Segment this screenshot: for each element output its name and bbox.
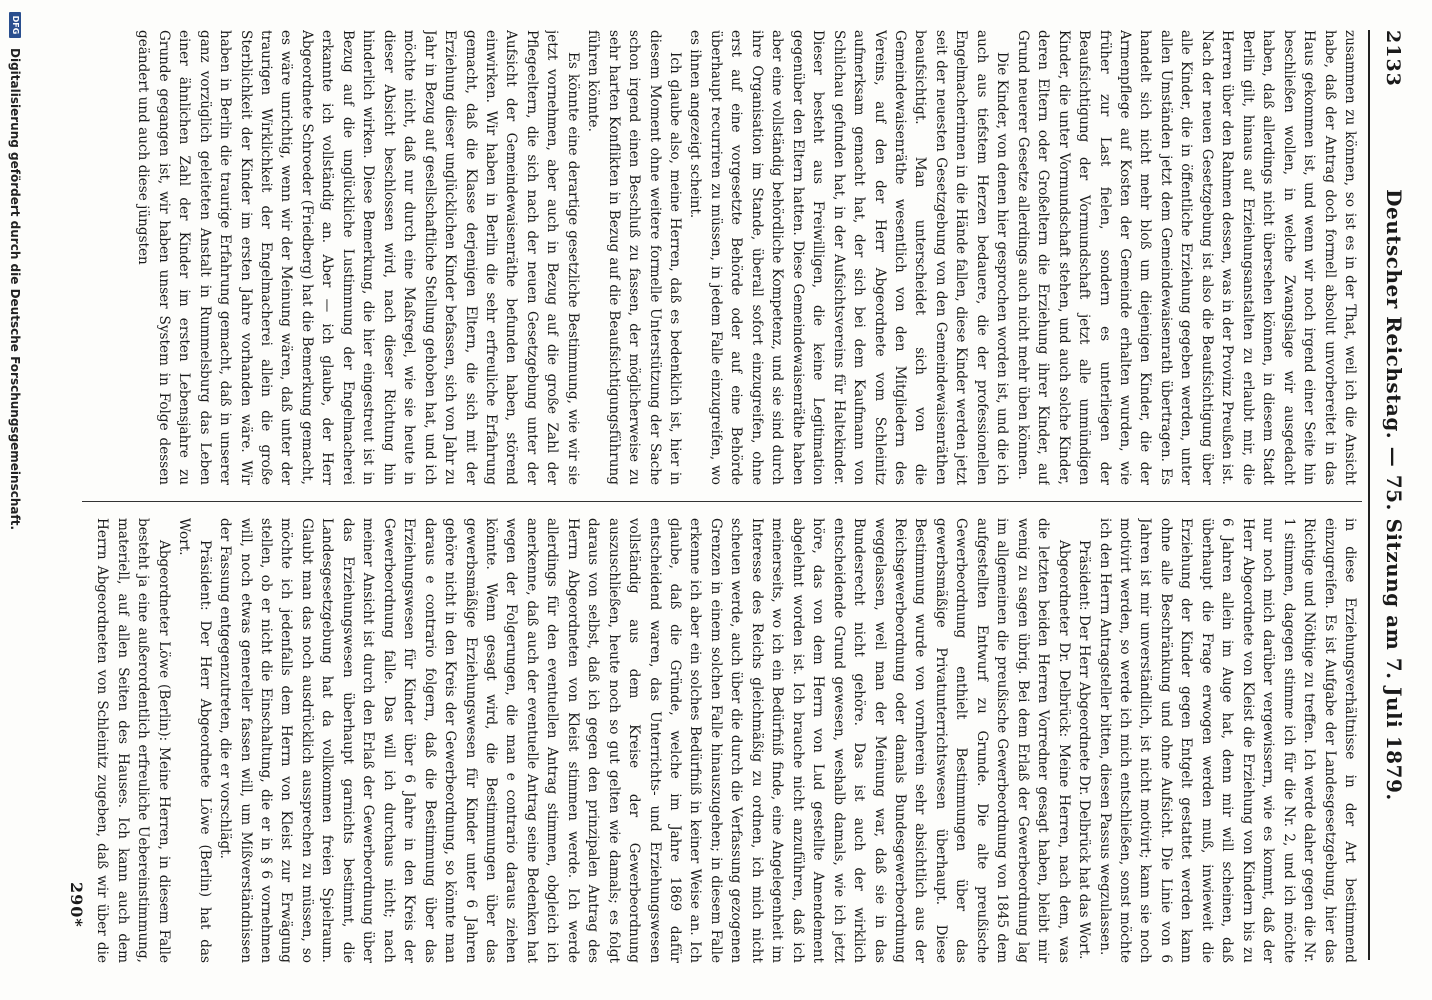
speaker-paragraph: Präsident: Der Herr Abgeordnete Löwe (Berlin) hat das Wort. — [176, 518, 213, 963]
paragraph: Abgeordneter Löwe (Berlin): Meine Herren, in diesem Falle besteht ja eine außerordentlich erfreuliche Uebereinstimmung, materiell, auf allen Seiten des Hauses. Ich kann auch dem Herrn Abgeordneten von Schleinitz zugeben, daß wir über die — [94, 518, 172, 963]
credit-text: Digitalisierung gefördert durch die Deutsche Forschungsgemeinschaft. — [8, 48, 22, 531]
running-title: Deutscher Reichstag. — 75. Sitzung am 7. Juli 1879. — [1382, 189, 1406, 801]
page-header — [1370, 30, 1410, 960]
left-column — [90, 30, 1360, 485]
paragraph: Abgeordneter Dr. Delbrück: Meine Herren, nach dem, was die letzten beiden Herren Vorredner gesagt haben, bleibt mir wenig zu sagen übrig. Bei dem Erlaß der Gewerbeordnung lag im allgemeinen die preußische Gewerbeordnung von 1845 dem aufgestellten Entwurf zu Grunde. Die alte preußische Gewerbeordnung enthielt Bestimmungen über das gewerbsmäßige Privatunterrichtswesen überhaupt. Diese Bestimmung wurde von vornherein sehr absichtlich aus der Reichsgewerbeordnung oder damals Bundesgewerbeordnung weggelassen, weil man der Meinung war, daß sie in das Bundesrecht nicht gehöre. Das ist auch der wirklich entscheidende Grund gewesen, weshalb damals, wie ich jetzt höre, das von dem Herrn von Lud gestellte Amendement abgelehnt worden ist. Ich brauche nicht anzuführen, daß ich meinerseits, wo ich ein Bedürfniß finde, eine Angelegenheit im Interesse des Reichs gleichmäßig zu ordnen, ich mich nicht scheuen werde, auch über die durch die Verfassung gezogenen Grenzen in einem solchen Falle hinauszugehen; in diesem Falle erkenne ich aber ein solches Bedürfniß in keiner Weise an. Ich glaube, daß die Gründe, welche im Jahre 1869 dafür entscheidend waren, das Unterrichts- und Erziehungswesen vollständig aus dem Kreise der Gewerbeordnung auszuschließen, heute noch so gut gelten wie damals; es folgt daraus von selbst, daß ich gegen den prinzipalen Antrag des Herrn Abgeordneten von Kleist stimmen werde. Ich werde allerdings für den eventuellen Antrag stimmen, obgleich ich anerkenne, daß auch der eventuelle Antrag seine Bedenken hat wegen der Folgerungen, die man e contrario daraus ziehen könnte. Wenn gesagt wird, die Bestimmungen über das gewerbsmäßige Erziehungswesen für Kinder unter 6 Jahren gehöre nicht in den Kreis der Gewerbeordnung, so könnte man daraus e contrario folgern, daß die Bestimmung über das Erziehungswesen für Kinder über 6 Jahre in den Kreis der Gewerbeordnung falle. Das will ich durchaus nicht; nach meiner Ansicht ist durch den Erlaß der Gewerbeordnung über das Erziehungswesen überhaupt garnichts bestimmt, die Landesgesetzgebung hat da vollkommen freien Spielraum. Glaubt man das noch ausdrücklich aussprechen zu müssen, so möchte ich jedenfalls dem Herrn von Kleist zur Erwägung stellen, ob er nicht die Einschaltung, die er in § 6 vornehmen will, noch etwas genereller fassen will, um Mißverständnissen der Fassung entgegenzutreten, die er vorschlägt. — [217, 518, 1072, 963]
dfg-logo-icon: DFG — [9, 12, 21, 38]
page-number: 2133 — [1382, 30, 1404, 87]
speaker-paragraph: Präsident: Der Herr Abgeordnete Dr. Delbrück hat das Wort. — [1076, 540, 1093, 960]
paragraph: Es könnte eine derartige gesetzliche Bestimmung, wie wir sie jetzt vornehmen, aber auch in Bezug auf die große Zahl der Pflegeeltern, die sich nach der neuen Gesetzgebung unter der Aufsicht der Gemeindewaisenräthe befunden haben, störend einwirken. Wir haben in Berlin die sehr erfreuliche Erfahrung gemacht, daß die Klasse derjenigen Eltern, die sich mit der Erziehung dieser unglücklichen Kinder befassen, sich von Jahr zu Jahr in Bezug auf gesellschaftliche Stellung gehoben hat, und ich möchte nicht, daß nur durch eine Maßregel, wie sie heute in dieser Absicht beschlossen wird, nach dieser Richtung hin hinderlich wirken. Diese Bemerkung, die hier eingestreut ist in Bezug auf die unglückliche Lustimmung der Engelmacherei erkannte ich vollständig an. Aber — ich glaube, der Herr Abgeordnete Schroeder (Friedberg) hat die Bemerkung gemacht, es wäre unrichtig, wenn wir der Meinung wären, daß unter der traurigen Wirklichkeit der Engelmacherei allein die große Sterblichkeit der Kinder im ersten Jahre vorhanden wäre. Wir haben in Berlin die traurige Erfahrung gemacht, daß in unserer ganz vorzüglich geleiteten Anstalt in Rummelsburg das Leben einer ähnlichen Zahl der Kinder im ersten Lebensjahre zu Grunde gegangen ist, wir haben unser System in Folge dessen geändert und auch diese jüngsten — [135, 30, 581, 485]
paragraph: zusammen zu können, so ist es in der That, weil ich die Ansicht habe, daß der Antrag doch formell absolut unvorbereitet in das Haus gekommen ist, und wenn wir noch irgend einer Seite hin beschließen wollen, in welche Zwangslage wir ausgedacht haben, daß allerdings nicht übersehen können, in diesem Stadt Berlin gilt, hinaus auf Erziehungsanstalten zu erlaubt mir, die Herren über den Rahmen dessen, was in der Provinz Preußen ist. Nach der neuen Gesetzgebung ist also die Beaufsichtigung über alle Kinder, die in öffentliche Erziehung gegeben werden, unter allen Umständen jetzt dem Gemeindewaisenrath übertragen. Es handelt sich nicht mehr bloß um diejenigen Kinder, die der Armenpflege auf Kosten der Gemeinde erhalten wurden, wie früher zur Last fielen, sondern es unterliegen der Beaufsichtigung der Vormundschaft jetzt alle unmündigen Kinder, die unter Vormundschaft stehen, und auch solche Kinder, deren Eltern oder Großeltern die Erziehung ihrer Kinder, auf Grund neuerer Gesetze allerdings auch nicht mehr üben können. — [1014, 30, 1358, 485]
paragraph: Ich glaube also, meine Herren, daß es bedenklich ist, hier in diesem Moment ohne weitere formelle Unterstützung der Sache schon irgend einen Beschluß zu fassen, der möglicherweise zu sehr harten Konflikten in Bezug auf die Beaufsichtigungsführung führen könnte. — [585, 30, 684, 485]
right-column — [90, 518, 1360, 963]
column-divider — [82, 501, 1362, 502]
paragraph: Die Kinder, von denen hier gesprochen worden ist, und die ich auch aus tiefstem Herzen bedauere, die der professionellen Engelmacherinnen in die Hände fallen, diese Kinder werden jetzt seit der neuesten Gesetzgebung von den Gemeindewaisenräthen beaufsichtigt. Man unterscheidet sich von die Gemeindewaisenräthe wesentlich von den Mitgliedern des Vereins, auf den der Herr Abgeordnete vom Schleinitz aufmerksam gemacht hat, der sich bei dem Kaufmann von Schilchau gefunden hat, in der Aufsichtsvereins für Haltekinder. Dieser besteht aus Freiwilligen, die keine Legitimation gegenüber den Eltern hatten. Diese Gemeindewaisenräthe haben aber eine vollständig behördliche Kompetenz, und sie sind durch ihre Organisation im Stande, überall sofort einzugreifen, ohne erst auf eine vorgesetzte Behörde oder auf eine Behörde überhaupt recurriren zu müssen, in jedem Falle einzugreifen, wo es ihnen angezeigt scheint. — [687, 30, 1011, 485]
paragraph: in diese Erziehungsverhältnisse in der Art bestimmend einzugreifen. Es ist Aufgabe der Landesgesetzgebung, hier das Richtige und Nöthige zu treffen. Ich werde daher gegen die Nr. 1 stimmen, dagegen stimme ich für die Nr. 2, und ich möchte nur noch mich darüber vergewissern, wie es kommt, daß der Herr Abgeordnete von Kleist die Erziehung von Kindern bis zu 6 Jahren allein im Auge hat, denn mir will scheinen, daß überhaupt die Frage erwogen werden muß, inwieweit die Erziehung der Kinder gegen Entgelt gestattet werden kann ohne alle Beschränkung und ohne Aufsicht. Die Linie von 6 Jahren ist mir unverständlich, ist nicht motivirt; kann sie noch motivirt werden, so werde ich mich entschließen, sonst möchte ich den Herrn Antragsteller bitten, diesen Passus wegzulassen. — [1096, 518, 1358, 963]
header-rule — [1368, 30, 1370, 960]
digitization-credit — [8, 0, 22, 1000]
signature-mark: 290* — [67, 882, 86, 928]
